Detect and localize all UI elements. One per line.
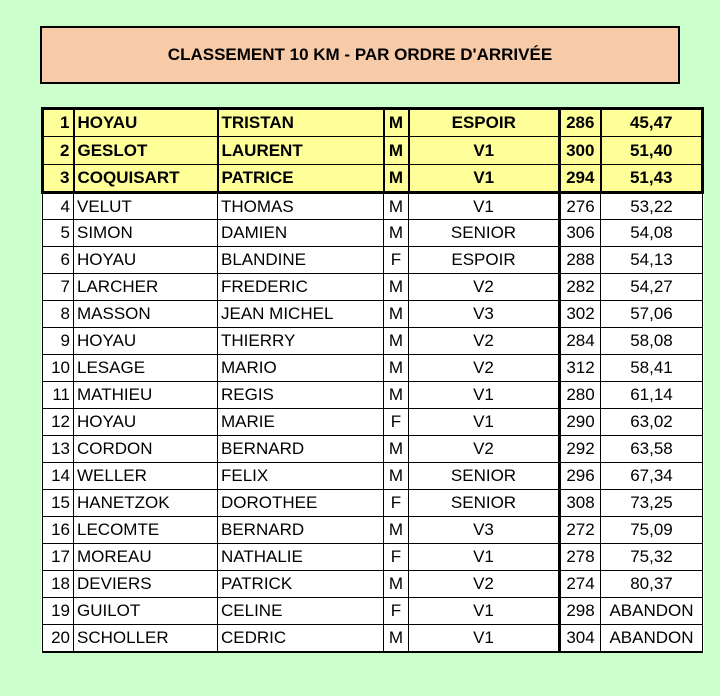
last-name-cell: SCHOLLER [74,625,218,652]
last-name-cell: HANETZOK [74,490,218,517]
sex-cell: M [384,301,409,328]
last-name-cell: GESLOT [74,137,218,165]
rank-cell: 1 [43,109,74,137]
first-name-cell: REGIS [218,382,384,409]
bib-cell: 304 [560,625,601,652]
bib-cell: 278 [560,544,601,571]
bib-cell: 292 [560,436,601,463]
sex-cell: F [384,409,409,436]
sex-cell: F [384,544,409,571]
first-name-cell: THOMAS [218,193,384,220]
table-row [43,463,703,490]
first-name-cell: CEDRIC [218,625,384,652]
table-row [43,355,703,382]
bib-cell: 288 [560,247,601,274]
sex-cell: M [384,382,409,409]
time-cell: 53,22 [601,193,703,220]
category-cell: V2 [409,355,560,382]
first-name-cell: THIERRY [218,328,384,355]
category-cell: ESPOIR [409,247,560,274]
first-name-cell: BERNARD [218,517,384,544]
rank-cell: 12 [43,409,74,436]
table-row [43,301,703,328]
category-cell: V1 [409,137,560,165]
table-row [43,544,703,571]
time-cell: 51,40 [601,137,703,165]
results-body [43,109,703,652]
rank-cell: 19 [43,598,74,625]
table-row [43,165,703,193]
category-cell: SENIOR [409,220,560,247]
first-name-cell: FELIX [218,463,384,490]
last-name-cell: CORDON [74,436,218,463]
first-name-cell: LAURENT [218,137,384,165]
last-name-cell: DEVIERS [74,571,218,598]
results-table [41,107,704,653]
category-cell: V3 [409,517,560,544]
table-row [43,598,703,625]
bib-cell: 312 [560,355,601,382]
sex-cell: M [384,328,409,355]
last-name-cell: MATHIEU [74,382,218,409]
category-cell: V1 [409,625,560,652]
sex-cell: F [384,247,409,274]
bib-cell: 308 [560,490,601,517]
sex-cell: M [384,137,409,165]
bib-cell: 302 [560,301,601,328]
time-cell: ABANDON [601,625,703,652]
category-cell: V2 [409,571,560,598]
time-cell: ABANDON [601,598,703,625]
category-cell: V2 [409,274,560,301]
sex-cell: M [384,355,409,382]
sex-cell: F [384,598,409,625]
last-name-cell: MOREAU [74,544,218,571]
first-name-cell: DAMIEN [218,220,384,247]
sex-cell: M [384,436,409,463]
time-cell: 63,02 [601,409,703,436]
sex-cell: F [384,490,409,517]
first-name-cell: CELINE [218,598,384,625]
sex-cell: M [384,517,409,544]
bib-cell: 272 [560,517,601,544]
rank-cell: 8 [43,301,74,328]
bib-cell: 294 [560,165,601,193]
sex-cell: M [384,220,409,247]
category-cell: V2 [409,328,560,355]
sex-cell: M [384,625,409,652]
rank-cell: 16 [43,517,74,544]
category-cell: V1 [409,193,560,220]
last-name-cell: VELUT [74,193,218,220]
last-name-cell: HOYAU [74,328,218,355]
sex-cell: M [384,165,409,193]
table-row [43,109,703,137]
sex-cell: M [384,193,409,220]
last-name-cell: LARCHER [74,274,218,301]
first-name-cell: MARIE [218,409,384,436]
time-cell: 58,41 [601,355,703,382]
bib-cell: 300 [560,137,601,165]
rank-cell: 14 [43,463,74,490]
time-cell: 75,09 [601,517,703,544]
category-cell: V3 [409,301,560,328]
bib-cell: 274 [560,571,601,598]
last-name-cell: WELLER [74,463,218,490]
rank-cell: 6 [43,247,74,274]
table-row [43,490,703,517]
time-cell: 58,08 [601,328,703,355]
time-cell: 57,06 [601,301,703,328]
category-cell: V1 [409,598,560,625]
rank-cell: 10 [43,355,74,382]
category-cell: V1 [409,409,560,436]
time-cell: 67,34 [601,463,703,490]
table-row [43,220,703,247]
sex-cell: M [384,463,409,490]
time-cell: 51,43 [601,165,703,193]
rank-cell: 13 [43,436,74,463]
category-cell: V1 [409,165,560,193]
time-cell: 80,37 [601,571,703,598]
bib-cell: 286 [560,109,601,137]
category-cell: V1 [409,544,560,571]
time-cell: 61,14 [601,382,703,409]
last-name-cell: GUILOT [74,598,218,625]
last-name-cell: MASSON [74,301,218,328]
rank-cell: 3 [43,165,74,193]
rank-cell: 4 [43,193,74,220]
time-cell: 73,25 [601,490,703,517]
bib-cell: 276 [560,193,601,220]
category-cell: ESPOIR [409,109,560,137]
bib-cell: 290 [560,409,601,436]
first-name-cell: FREDERIC [218,274,384,301]
sex-cell: M [384,109,409,137]
bib-cell: 280 [560,382,601,409]
table-row [43,274,703,301]
table-row [43,517,703,544]
category-cell: V2 [409,436,560,463]
time-cell: 63,58 [601,436,703,463]
last-name-cell: HOYAU [74,247,218,274]
category-cell: SENIOR [409,490,560,517]
rank-cell: 7 [43,274,74,301]
rank-cell: 18 [43,571,74,598]
last-name-cell: HOYAU [74,409,218,436]
category-cell: SENIOR [409,463,560,490]
time-cell: 54,08 [601,220,703,247]
table-row [43,382,703,409]
table-row [43,247,703,274]
rank-cell: 5 [43,220,74,247]
last-name-cell: LECOMTE [74,517,218,544]
first-name-cell: JEAN MICHEL [218,301,384,328]
last-name-cell: COQUISART [74,165,218,193]
first-name-cell: MARIO [218,355,384,382]
time-cell: 75,32 [601,544,703,571]
last-name-cell: HOYAU [74,109,218,137]
table-row [43,193,703,220]
last-name-cell: SIMON [74,220,218,247]
bib-cell: 296 [560,463,601,490]
table-row [43,328,703,355]
time-cell: 45,47 [601,109,703,137]
category-cell: V1 [409,382,560,409]
last-name-cell: LESAGE [74,355,218,382]
table-row [43,625,703,652]
table-row [43,571,703,598]
first-name-cell: DOROTHEE [218,490,384,517]
rank-cell: 20 [43,625,74,652]
sex-cell: M [384,274,409,301]
first-name-cell: PATRICE [218,165,384,193]
rank-cell: 9 [43,328,74,355]
page-title: CLASSEMENT 10 KM - PAR ORDRE D'ARRIVÉE [40,26,680,84]
bib-cell: 282 [560,274,601,301]
time-cell: 54,27 [601,274,703,301]
first-name-cell: BERNARD [218,436,384,463]
sex-cell: M [384,571,409,598]
rank-cell: 17 [43,544,74,571]
rank-cell: 2 [43,137,74,165]
first-name-cell: NATHALIE [218,544,384,571]
table-row [43,409,703,436]
table-row [43,436,703,463]
bib-cell: 306 [560,220,601,247]
first-name-cell: TRISTAN [218,109,384,137]
time-cell: 54,13 [601,247,703,274]
rank-cell: 11 [43,382,74,409]
first-name-cell: BLANDINE [218,247,384,274]
bib-cell: 284 [560,328,601,355]
table-row [43,137,703,165]
bib-cell: 298 [560,598,601,625]
first-name-cell: PATRICK [218,571,384,598]
rank-cell: 15 [43,490,74,517]
